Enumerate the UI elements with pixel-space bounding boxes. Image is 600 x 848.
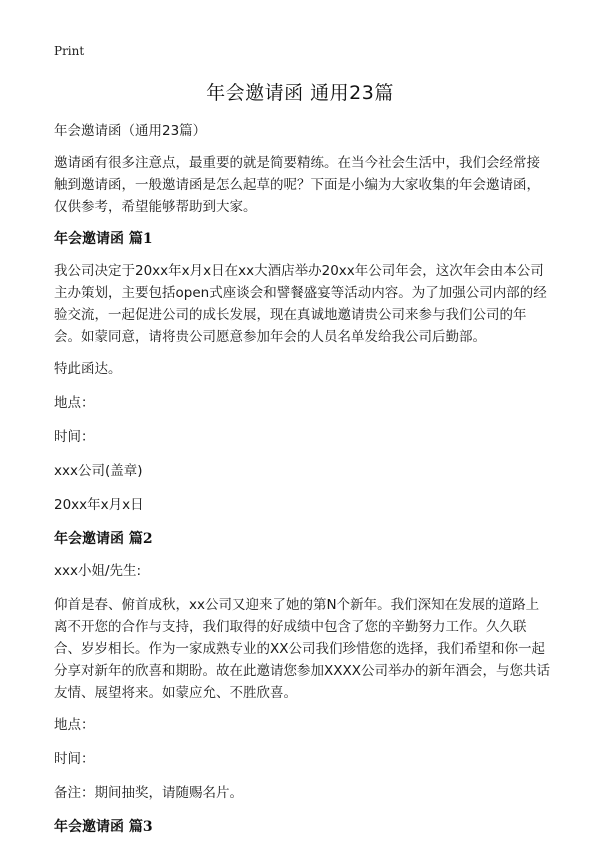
document-body (54, 120, 550, 848)
document-subtitle: 年会邀请函（通用23篇） (54, 123, 207, 139)
section-1-heading: 年会邀请函 篇1 (54, 231, 153, 247)
section-2-time: 时间： (54, 751, 95, 767)
section-1-date: 20xx年x月x日 (54, 497, 144, 513)
section-2-heading: 年会邀请函 篇2 (54, 531, 153, 547)
section-1-location: 地点： (54, 395, 95, 411)
document-title: 年会邀请函 通用23篇 (206, 82, 394, 104)
intro-paragraph: 邀请函有很多注意点，最重要的就是简要精练。在当今社会生活中，我们会经常接触到邀请函，一般邀请函是怎么起草的呢？下面是小编为大家收集的年会邀请函，仅供参考，希望能够帮助到大家。 (54, 155, 540, 215)
print-label[interactable]: Print (54, 44, 85, 58)
section-1-company: xxx公司(盖章) (54, 463, 143, 479)
section-1-body: 我公司决定于20xx年x月x日在xx大酒店举办20xx年公司年会，这次年会由本公司主办策划，主要包括open式座谈会和譬餐盛宴等活动内容。为了加强公司内部的经验交流，一起促进公司的成长发展，现在真诚地邀请贵公司来参与我们公司的年会。如蒙同意，请将贵公司愿意参加年会的人员名单发给我公司后勤部。 (54, 263, 547, 345)
section-1-closing: 特此函达。 (54, 361, 122, 377)
section-3-heading: 年会邀请函 篇3 (54, 819, 153, 835)
section-1-time: 时间： (54, 429, 95, 445)
section-2-salutation: xxx小姐/先生: (54, 563, 142, 579)
section-2-location: 地点： (54, 717, 95, 733)
section-2-body: 仰首是春、俯首成秋，xx公司又迎来了她的第N个新年。我们深知在发展的道路上离不开您的合作与支持，我们取得的好成绩中包含了您的辛勤努力工作。久久联合、岁岁相长。作为一家成熟专业的XX公司我们珍惜您的选择，我们希望和你一起分享对新年的欣喜和期盼。故在此邀请您参加XXXX公司举办的新年酒会，与您共话友情、展望将来。如蒙应允、不胜欣喜。 (54, 597, 550, 701)
section-2-note: 备注：期间抽奖，请随赐名片。 (54, 785, 243, 801)
